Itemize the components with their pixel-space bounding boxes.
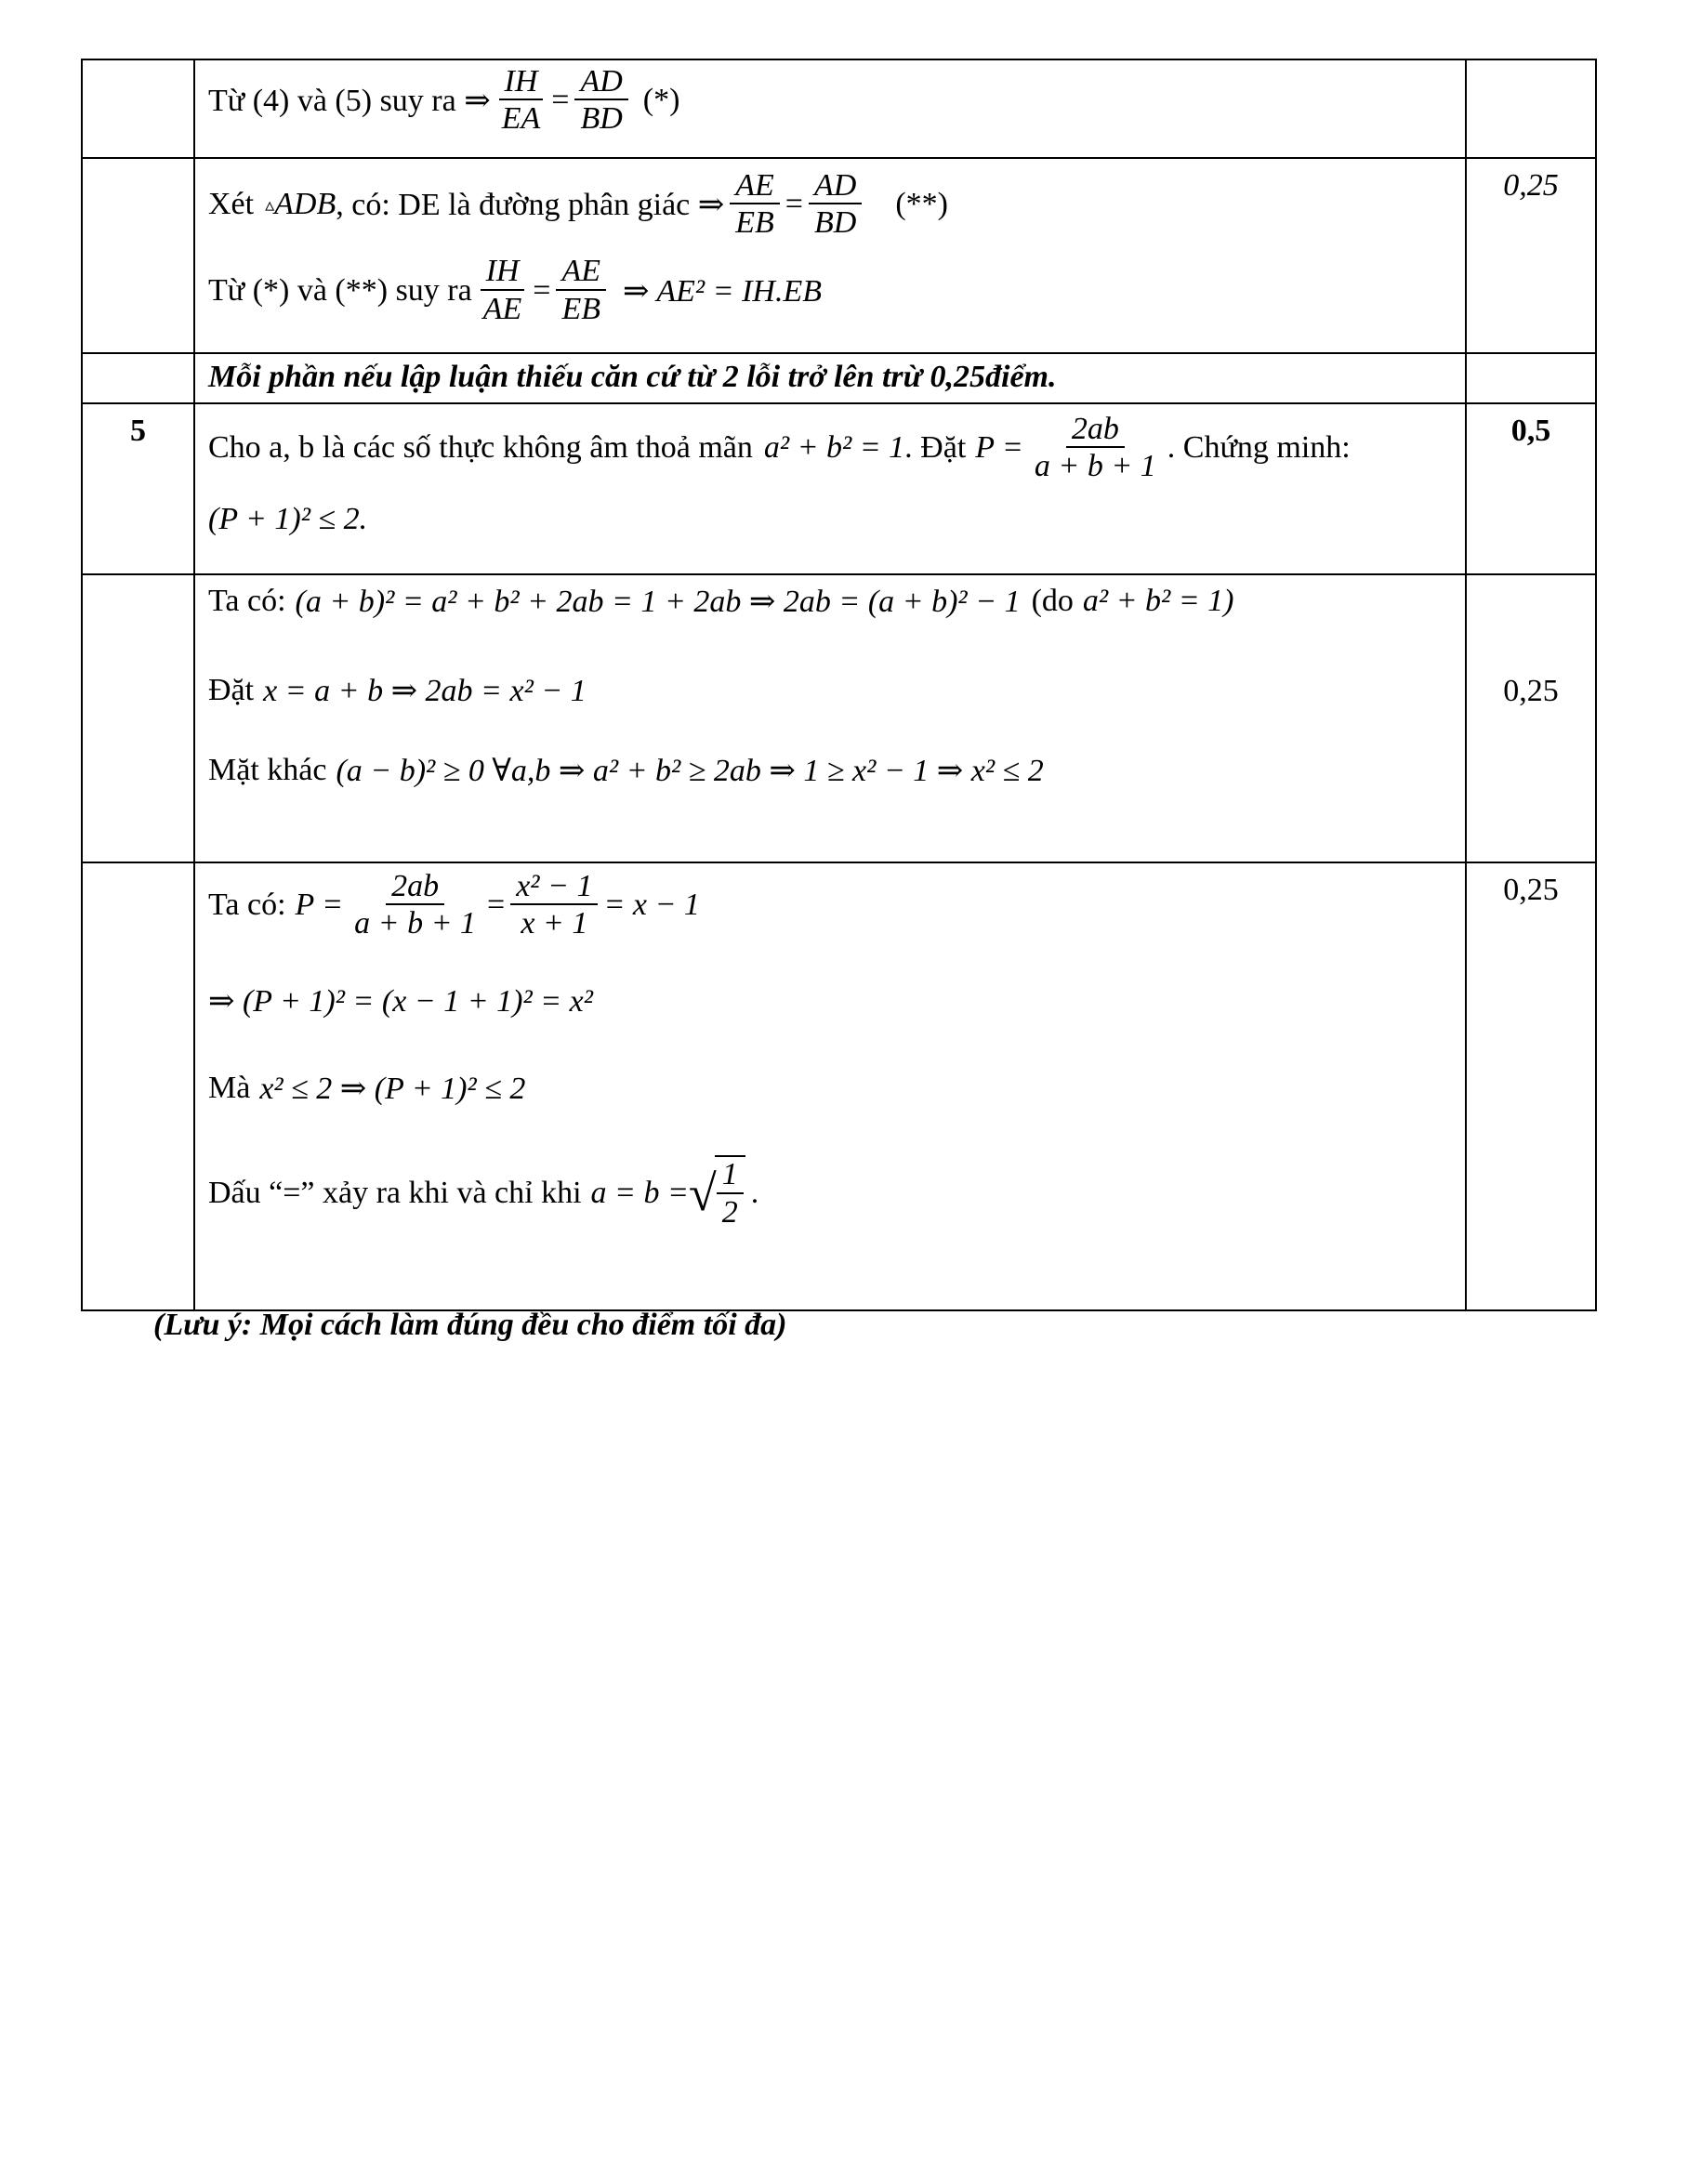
numerator: IH: [481, 254, 525, 290]
question-cell: [82, 158, 194, 353]
deduction-note: Mỗi phần nếu lập luận thiếu căn cứ từ 2 lỗi trở lên trừ 0,25điểm.: [208, 360, 1057, 394]
score-cell: [1466, 59, 1596, 158]
math: ⇒ (P + 1)² = (x − 1 + 1)² = x²: [208, 984, 593, 1020]
text: Mà: [208, 1071, 251, 1106]
math: a² + b² = 1): [1082, 584, 1234, 618]
solution-cell: [194, 574, 1466, 862]
fraction: [496, 64, 547, 137]
solution-line: [208, 64, 1452, 137]
numerator: 2ab: [1066, 412, 1125, 448]
fraction: [556, 254, 606, 326]
triangle-icon: ▵: [265, 194, 275, 216]
text: Ta có:: [208, 584, 286, 618]
question-cell: [82, 862, 194, 1310]
text: , có: DE là đường phân giác ⇒: [336, 188, 725, 223]
text: (do: [1031, 584, 1074, 618]
solution-line: [208, 168, 1452, 241]
question-cell: [82, 403, 194, 574]
numerator: AE: [730, 168, 780, 204]
numerator: AD: [574, 64, 627, 100]
solution-line: [208, 982, 1452, 1020]
question-cell: [82, 353, 194, 403]
score-cell: [1466, 353, 1596, 403]
numerator: AD: [809, 168, 862, 204]
fraction: [574, 64, 627, 137]
table-row: [82, 862, 1596, 1310]
denominator: EA: [501, 101, 541, 137]
solution-line: [208, 583, 1452, 620]
fraction: [1029, 412, 1162, 484]
solution-line: [208, 752, 1452, 789]
math: P =: [975, 430, 1023, 466]
fraction: [510, 869, 598, 941]
math: a² + b² = 1: [763, 430, 905, 466]
fraction: [349, 869, 481, 941]
solution-line: Ta có: P = $\frac{2ab}{a + b + 1}$ = $\frac{\text{x² − 1}}{x + 1}$ = x − 1: [208, 869, 700, 941]
numerator: 1: [717, 1157, 744, 1193]
denominator: EB: [735, 205, 774, 241]
equals: =: [551, 83, 570, 118]
text: Cho a, b là các số thực không âm thoả mãn: [208, 430, 753, 466]
table-row: [82, 59, 1596, 158]
note-cell: [194, 353, 1466, 403]
solution-line: [208, 254, 1452, 326]
math: a = b =: [590, 1175, 689, 1210]
solution-line: [208, 672, 1452, 709]
text: (*): [642, 83, 680, 118]
equals: =: [533, 272, 551, 308]
problem-line: [208, 501, 1452, 538]
denominator: BD: [813, 205, 857, 241]
math: (P + 1)² ≤ 2.: [208, 502, 368, 537]
math: (a − b)² ≥ 0 ∀a,b ⇒ a² + b² ≥ 2ab ⇒ 1 ≥ x² − 1 ⇒ x² ≤ 2: [336, 754, 1044, 788]
text: .: [750, 1175, 759, 1210]
footer-note: (Lưu ý: Mọi cách làm đúng đều cho điểm tối đa): [153, 1308, 787, 1342]
math: x = a + b ⇒ 2ab = x² − 1: [263, 674, 587, 708]
score: 0,25: [1503, 674, 1559, 708]
text: Đặt: [208, 673, 255, 707]
numerator: AE: [556, 254, 606, 290]
text: Từ (*) và (**) suy ra: [208, 272, 472, 308]
table-row: [82, 158, 1596, 353]
solution-cell: [194, 59, 1466, 158]
score-cell: [1466, 862, 1596, 1310]
fraction: [717, 1157, 744, 1230]
denominator: BD: [580, 101, 623, 137]
denominator: 2: [721, 1194, 738, 1230]
solution-cell: [194, 158, 1466, 353]
math: (a + b)² = a² + b² + 2ab = 1 + 2ab ⇒ 2ab = (a + b)² − 1: [295, 585, 1021, 619]
text: . Chứng minh:: [1167, 430, 1351, 466]
denominator: a + b + 1: [1034, 449, 1156, 484]
question-cell: [82, 574, 194, 862]
math: P =: [295, 888, 344, 923]
text: Dấu “=” xảy ra khi và chỉ khi: [208, 1175, 582, 1210]
question-number: 5: [130, 414, 146, 448]
denominator: EB: [561, 291, 601, 326]
math: ADB: [274, 187, 336, 222]
score: 0,5: [1510, 414, 1551, 448]
denominator: a + b + 1: [354, 906, 477, 941]
denominator: x + 1: [521, 906, 588, 941]
numerator: IH: [499, 64, 544, 100]
math: ⇒ AE² = IH.EB: [623, 273, 822, 309]
text: Ta có:: [208, 888, 286, 923]
score: [1467, 60, 1595, 70]
solution-line: [208, 1155, 1452, 1230]
square-root: √ $\frac{1}{2}$: [689, 1155, 745, 1230]
question-cell: [82, 59, 194, 158]
math: x² ≤ 2 ⇒ (P + 1)² ≤ 2: [259, 1072, 526, 1107]
score: 0,25: [1503, 168, 1559, 203]
text: Từ (4) và (5) suy ra ⇒: [208, 84, 491, 119]
solution-cell: [194, 862, 1466, 1310]
problem-cell: [194, 403, 1466, 574]
numerator: x² − 1: [510, 869, 598, 905]
score: 0,25: [1503, 873, 1559, 907]
problem-line: [208, 412, 1452, 484]
score-cell: [1466, 403, 1596, 574]
fraction: [478, 254, 528, 326]
numerator: 2ab: [386, 869, 444, 905]
score-cell: [1466, 574, 1596, 862]
fraction: [809, 168, 862, 241]
score-cell: [1466, 158, 1596, 353]
text: (**): [895, 187, 948, 222]
text: Xét: [208, 187, 255, 222]
table-row: [82, 574, 1596, 862]
denominator: AE: [482, 291, 522, 326]
table-row: [82, 403, 1596, 574]
text: Mặt khác: [208, 753, 327, 787]
math: = x − 1: [603, 888, 700, 923]
equals: =: [785, 187, 803, 222]
grading-table: [81, 59, 1597, 1311]
table-row: [82, 353, 1596, 403]
solution-line: [208, 1070, 1452, 1107]
fraction: [730, 168, 780, 241]
text: . Đặt: [904, 430, 967, 466]
